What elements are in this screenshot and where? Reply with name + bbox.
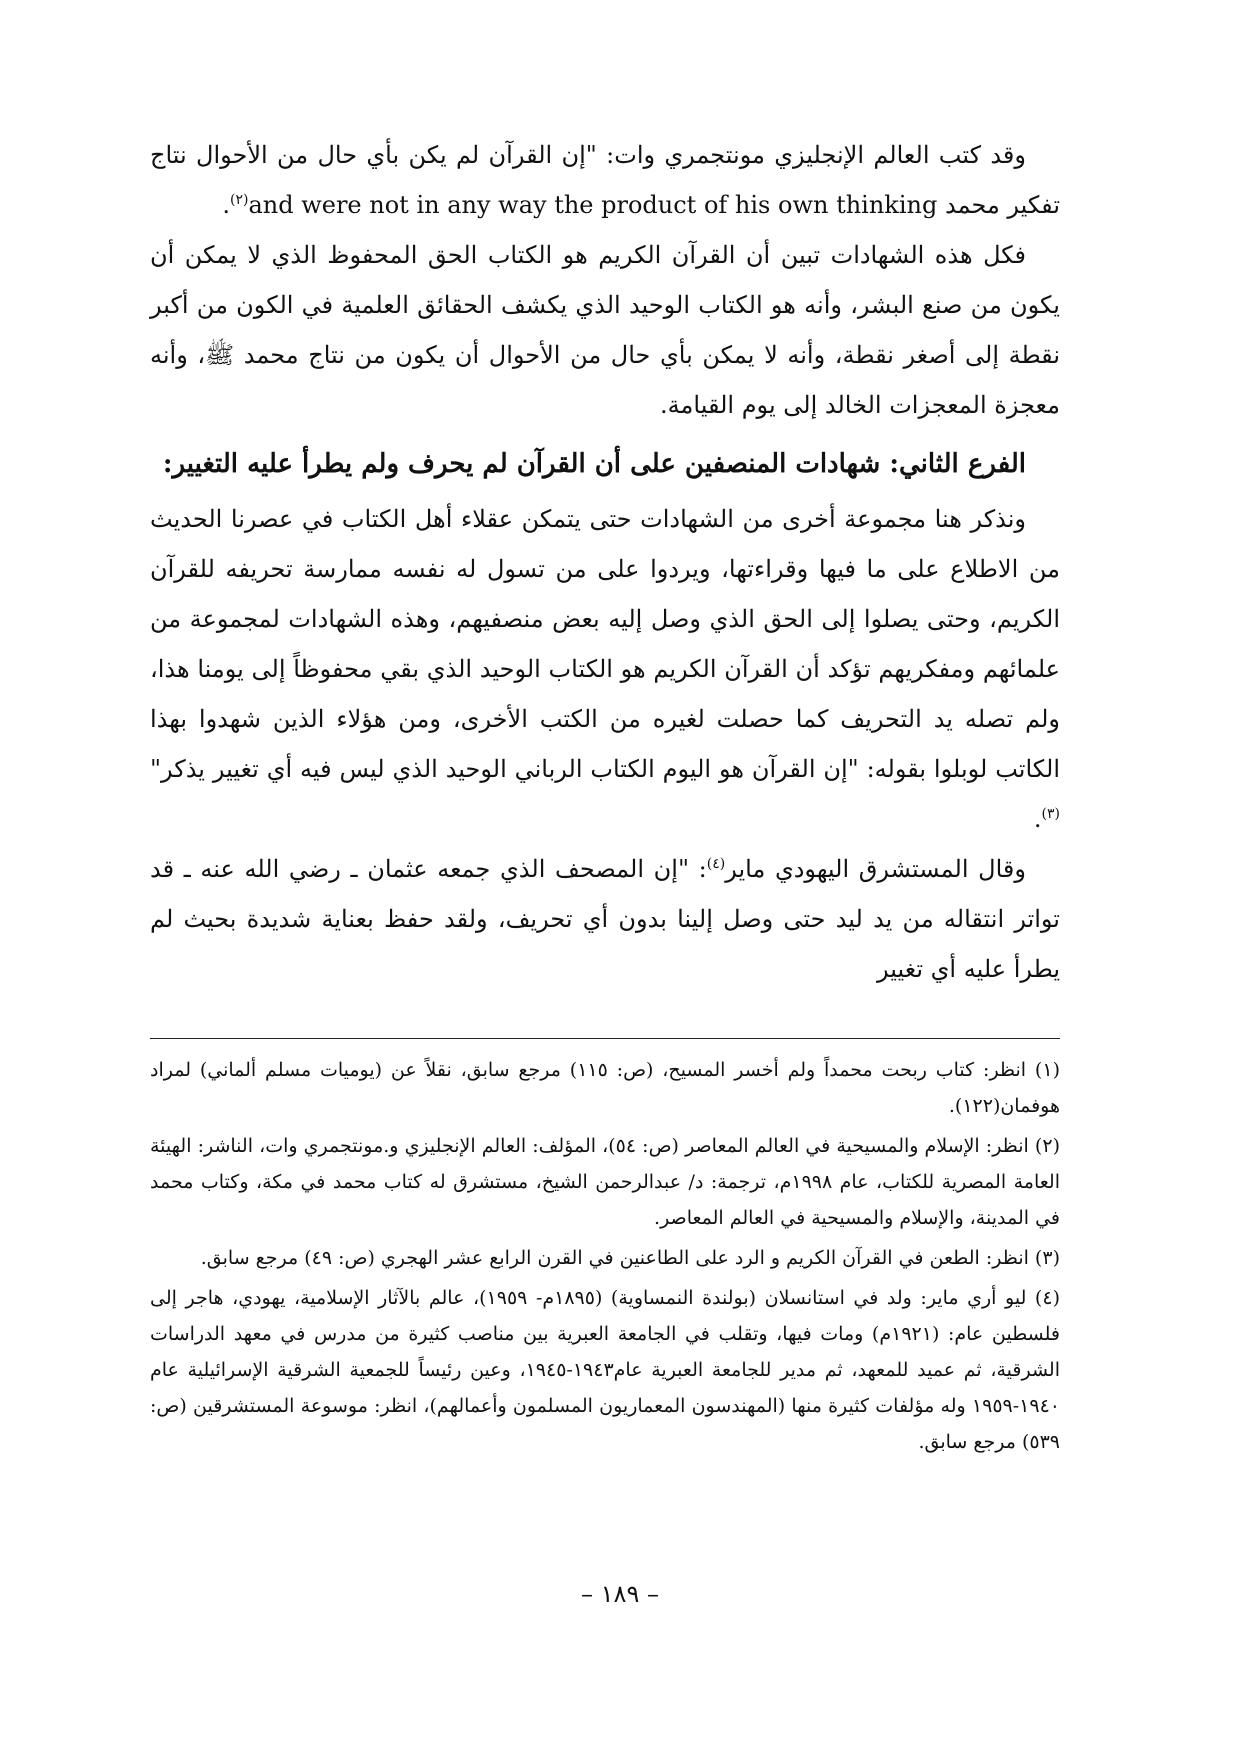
- english-quote: and were not in any way the product of his own thinking: [248, 191, 938, 219]
- paragraph-watt-quote: [150, 130, 1060, 230]
- page-number: – ١٨٩ –: [581, 1580, 659, 1608]
- paragraph-testimonies-summary: [150, 230, 1060, 430]
- period: .: [1033, 805, 1042, 833]
- footnotes: [150, 1052, 1060, 1464]
- paragraph-more-testimonies: [150, 494, 1060, 844]
- footnote-ref-4[interactable]: (٤): [706, 856, 726, 872]
- period: .: [222, 191, 230, 219]
- paragraph-text: وقال المستشرق اليهودي ماير: [725, 855, 1026, 883]
- paragraph-mayer-quote: [150, 844, 1060, 994]
- paragraph-text: فكل هذه الشهادات تبين أن القرآن الكريم هو الكتاب الحق المحفوظ الذي لا يمكن أن يكون من صنع البشر، وأنه هو الكتاب الوحيد الذي يكشف الحقائق العلمية في الكون من أكبر نقطة إلى أصغر نقطة، وأنه لا يمكن بأي حال من الأحوال أن يكون من نتاج محمد ﷺ، وأنه معجزة المعجزات الخالد إلى يوم القيامة.: [150, 241, 1060, 419]
- footnote-1: (١) انظر: كتاب ربحت محمداً ولم أخسر المسيح، (ص: ١١٥) مرجع سابق، نقلاً عن (يوميات مسلم ألماني) لمراد هوفمان(١٢٢).: [150, 1059, 1060, 1117]
- paragraph-text: وقد كتب العالم الإنجليزي مونتجمري وات: "إن القرآن لم يكن بأي حال من الأحوال نتاج تفكير محمد: [150, 141, 1060, 219]
- footnote-4: (٤) ليو أري ماير: ولد في استانسلان (بولندة النمساوية) (١٨٩٥م- ١٩٥٩)، عالم بالآثار الإسلامية، يهودي، هاجر إلى فلسطين عام: (١٩٢١م) ومات فيها، وتقلب في الجامعة العبرية بين مناصب كثيرة من مدرس في معهد الدراسات الشرقية، ثم عميد للمعهد، ثم مدير للجامعة العبرية عام١٩٤٣-١٩٤٥، وعين رئيساً للجمعية الشرقية الإسرائيلية عام ١٩٤٠-١٩٥٩ وله مؤلفات كثيرة منها (المهندسون المعماريون المسلمون وأعمالهم)، انظر: موسوعة المستشرقين (ص: ٥٣٩) مرجع سابق.: [150, 1287, 1060, 1453]
- main-text: [150, 130, 1060, 994]
- footnote-2: (٢) انظر: الإسلام والمسيحية في العالم المعاصر (ص: ٥٤)، المؤلف: العالم الإنجليزي و.مونتجمري وات، الناشر: الهيئة العامة المصرية للكتاب، عام ١٩٩٨م، ترجمة: د/ عبدالرحمن الشيخ، مستشرق له كتاب محمد في مكة، وكتاب محمد في المدينة، والإسلام والمسيحية في العالم المعاصر.: [150, 1135, 1060, 1229]
- footnote-3: (٣) انظر: الطعن في القرآن الكريم و الرد على الطاعنين في القرن الرابع عشر الهجري (ص: ٤٩) مرجع سابق.: [200, 1247, 1060, 1269]
- paragraph-text: : "إن المصحف الذي جمعه عثمان ـ رضي الله عنه ـ قد تواتر انتقاله من يد ليد حتى وصل إلينا بدون أي تحريف، ولقد حفظ بعناية شديدة بحيث لم يطرأ عليه أي تغيير: [150, 855, 1060, 983]
- paragraph-text: ونذكر هنا مجموعة أخرى من الشهادات حتى يتمكن عقلاء أهل الكتاب في عصرنا الحديث من الاطلاع على ما فيها وقراءتها، ويردوا على من تسول له نفسه ممارسة تحريفه للقرآن الكريم، وحتى يصلوا إلى الحق الذي وصل إليه بعض منصفيهم، وهذه الشهادات لمجموعة من علمائهم ومفكريهم تؤكد أن القرآن الكريم هو الكتاب الوحيد الذي بقي محفوظاً إلى يومنا هذا، ولم تصله يد التحريف كما حصلت لغيره من الكتب الأخرى، ومن هؤلاء الذين شهدوا بهذا الكاتب لوبلوا بقوله: "إن القرآن هو اليوم الكتاب الرباني الوحيد الذي ليس فيه أي تغيير يذكر": [150, 505, 1060, 783]
- footnote-divider: [150, 1038, 1060, 1039]
- footnote-ref-2[interactable]: (٢): [229, 192, 249, 208]
- footnote-ref-3[interactable]: (٣): [1041, 806, 1060, 822]
- section-heading: الفرع الثاني: شهادات المنصفين على أن القرآن لم يحرف ولم يطرأ عليه التغيير:: [162, 449, 1026, 479]
